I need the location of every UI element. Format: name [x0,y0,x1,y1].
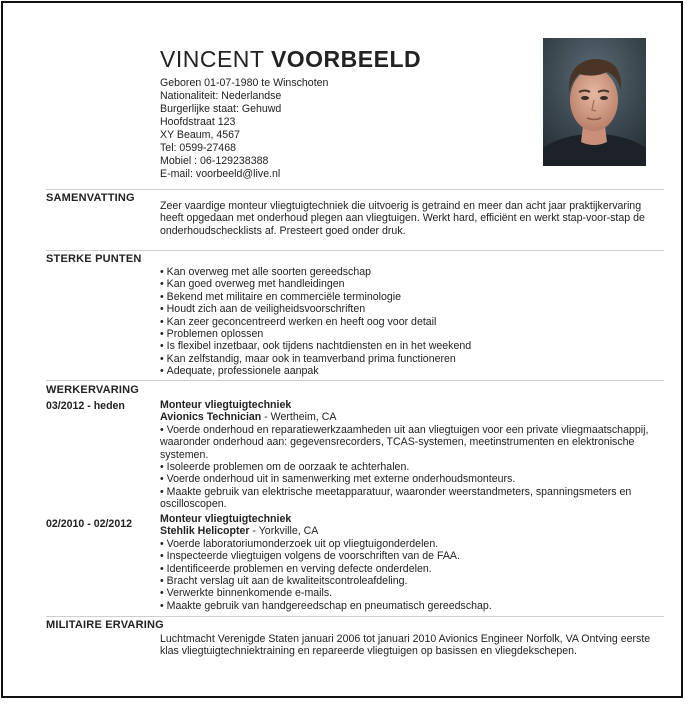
list-item: • Houdt zich aan de veiligheidsvoorschriften [160,303,660,315]
summary-text: Zeer vaardige monteur vliegtuigtechniek die uitvoerig is getraind en meer dan acht jaar praktijkervaring heeft opgedaan met onderhoud plegen aan vliegtuigen. Werkt hard, efficiënt en werkt stap-voor-stap de onderhoudschecklists af. Presteert goed onder druk. [160,200,645,237]
military-heading: MILITAIRE ERVARING [46,619,164,631]
section-divider [46,250,664,251]
contact-city: XY Beaum, 4567 [160,129,240,141]
company-location: - Yorkville, CA [249,525,319,538]
list-item: • Maakte gebruik van elektrische meetapparatuur, waaronder weerstandmeters, spanningsmeters en oscilloscopen. [160,486,660,511]
contact-phone: Tel: 0599-27468 [160,142,236,154]
list-item: • Maakte gebruik van handgereedschap en pneumatisch gereedschap. [160,600,660,612]
list-item: • Kan zeer geconcentreerd werken en heeft oog voor detail [160,316,660,328]
section-divider [46,380,664,381]
job-entry [160,513,660,612]
summary-heading: SAMENVATTING [46,192,135,204]
contact-details [160,77,328,181]
list-item: • Adequate, professionele aanpak [160,365,660,377]
list-item: • Bracht verslag uit aan de kwaliteitscontroleafdeling. [160,575,660,587]
section-divider [46,189,664,190]
resume-page [1,1,683,698]
job-title: Monteur vliegtuigtechniek [160,513,292,525]
list-item: • Is flexibel inzetbaar, ook tijdens nachtdiensten en in het weekend [160,340,660,352]
list-item: • Voerde laboratoriumonderzoek uit op vliegtuigonderdelen. [160,538,660,550]
job-dates: 03/2012 - heden [46,400,125,412]
contact-mobile: Mobiel : 06-129238388 [160,155,269,167]
company-name: Avionics Technician [160,411,262,424]
job-dates: 02/2010 - 02/2012 [46,518,133,530]
military-text: Luchtmacht Verenigde Staten januari 2006 tot januari 2010 Avionics Engineer Norfolk, VA Ontving eerste klas vliegtuigtechniektraining en repareerde vliegtuigen op basissen en vliegdekschepen. [160,633,651,658]
list-item: • Kan zelfstandig, maar ook in teamverband prima functioneren [160,353,660,365]
job-title: Monteur vliegtuigtechniek [160,399,292,411]
contact-birth: Geboren 01-07-1980 te Winschoten [160,77,329,89]
contact-nationality: Nationaliteit: Nederlandse [160,90,282,102]
candidate-name [160,46,421,73]
job-bullets [160,538,660,612]
list-item: • Bekend met militaire en commerciële terminologie [160,291,660,303]
job-company [160,411,660,423]
list-item: • Identificeerde problemen en verving defecte onderdelen. [160,563,660,575]
list-item: • Voerde onderhoud uit in samenwerking met externe onderhoudsmonteurs. [160,473,660,485]
contact-marital-status: Burgerlijke staat: Gehuwd [160,103,282,115]
strengths-list [160,266,660,378]
experience-heading: WERKERVARING [46,384,140,396]
job-entry [160,399,660,511]
profile-photo [543,38,646,166]
first-name: VINCENT [160,46,265,72]
list-item: • Isoleerde problemen om de oorzaak te achterhalen. [160,461,660,473]
list-item: • Verwerkte binnenkomende e-mails. [160,587,660,599]
list-item: • Inspecteerde vliegtuigen volgens de voorschriften van de FAA. [160,550,660,562]
section-divider [46,616,664,617]
company-name: Stehlik Helicopter [160,525,250,538]
contact-street: Hoofdstraat 123 [160,116,236,128]
list-item: • Kan overweg met alle soorten gereedschap [160,266,660,278]
strengths-heading: STERKE PUNTEN [46,253,142,265]
company-location: - Wertheim, CA [261,411,337,424]
contact-email: E-mail: voorbeeld@live.nl [160,168,281,180]
list-item: • Problemen oplossen [160,328,660,340]
list-item: • Kan goed overweg met handleidingen [160,278,660,290]
job-company [160,525,660,537]
list-item: • Voerde onderhoud en reparatiewerkzaamheden uit aan vliegtuigen voor een private vliegmaatschappij, waaronder onderhoud aan: gegevensrecorders, TCAS-systemen, meetinstrumenten en elektronische systemen. [160,424,660,461]
last-name: VOORBEELD [270,46,422,72]
job-bullets [160,424,660,511]
